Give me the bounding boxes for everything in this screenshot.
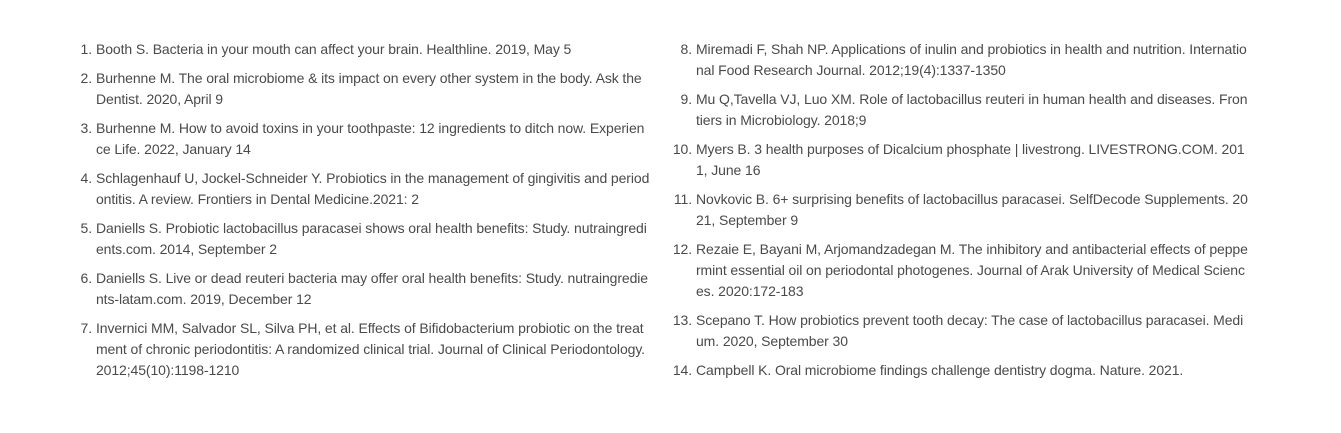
reference-item: [70, 318, 650, 381]
reference-number: 13.: [672, 312, 692, 328]
reference-number: 14.: [672, 362, 692, 378]
reference-text: Daniells S. Probiotic lactobacillus paracasei shows oral health benefits: Study. nutraingredients.com. 2014, September 2: [96, 220, 647, 257]
reference-text: Burhenne M. The oral microbiome & its impact on every other system in the body. Ask the Dentist. 2020, April 9: [96, 70, 642, 107]
reference-number: 12.: [672, 241, 692, 257]
reference-number: 5.: [80, 220, 92, 236]
reference-text: Rezaie E, Bayani M, Arjomandzadegan M. The inhibitory and antibacterial effects of peppermint essential oil on periodontal photogenes. Journal of Arak University of Medical Sciences. 2020:172-183: [696, 241, 1248, 299]
reference-item: [670, 189, 1250, 231]
reference-text: Campbell K. Oral microbiome findings challenge dentistry dogma. Nature. 2021.: [696, 362, 1184, 378]
reference-text: Booth S. Bacteria in your mouth can affect your brain. Healthline. 2019, May 5: [96, 41, 572, 57]
reference-text: Scepano T. How probiotics prevent tooth decay: The case of lactobacillus paracasei. Medium. 2020, September 30: [696, 312, 1244, 349]
reference-item: [70, 68, 650, 110]
reference-text: Mu Q,Tavella VJ, Luo XM. Role of lactobacillus reuteri in human health and diseases. Frontiers in Microbiology. 2018;9: [696, 91, 1248, 128]
reference-number: 10.: [672, 141, 692, 157]
reference-text: Novkovic B. 6+ surprising benefits of lactobacillus paracasei. SelfDecode Supplements. 2021, September 9: [696, 191, 1248, 228]
reference-item: [670, 360, 1250, 381]
reference-item: [70, 118, 650, 160]
reference-item: [70, 39, 650, 60]
reference-text: Invernici MM, Salvador SL, Silva PH, et al. Effects of Bifidobacterium probiotic on the treatment of chronic periodontitis: A randomized clinical trial. Journal of Clinical Periodontology. 2012;45(10):1198-1210: [96, 320, 645, 378]
reference-text: Myers B. 3 health purposes of Dicalcium phosphate | livestrong. LIVESTRONG.COM. 2011, June 16: [696, 141, 1245, 178]
reference-item: [670, 239, 1250, 302]
reference-item: [70, 218, 650, 260]
reference-text: Daniells S. Live or dead reuteri bacteria may offer oral health benefits: Study. nutraingredients-latam.com. 2019, December 12: [96, 270, 648, 307]
reference-number: 3.: [80, 120, 92, 136]
reference-text: Miremadi F, Shah NP. Applications of inulin and probiotics in health and nutrition. International Food Research Journal. 2012;19(4):1337-1350: [696, 41, 1247, 78]
reference-number: 4.: [80, 170, 92, 186]
reference-number: 6.: [80, 270, 92, 286]
reference-item: [670, 89, 1250, 131]
references-list-right: [670, 39, 1250, 389]
reference-text: Schlagenhauf U, Jockel-Schneider Y. Probiotics in the management of gingivitis and periodontitis. A review. Frontiers in Dental Medicine.2021: 2: [96, 170, 650, 207]
reference-number: 9.: [680, 91, 692, 107]
references-list-left: [70, 39, 650, 389]
reference-item: [70, 268, 650, 310]
reference-text: Burhenne M. How to avoid toxins in your toothpaste: 12 ingredients to ditch now. Experience Life. 2022, January 14: [96, 120, 645, 157]
reference-item: [70, 168, 650, 210]
reference-number: 1.: [80, 41, 92, 57]
reference-item: [670, 39, 1250, 81]
reference-item: [670, 310, 1250, 352]
reference-number: 8.: [680, 41, 692, 57]
reference-number: 11.: [673, 191, 692, 207]
reference-number: 7.: [80, 320, 92, 336]
reference-number: 2.: [80, 70, 92, 86]
reference-item: [670, 139, 1250, 181]
